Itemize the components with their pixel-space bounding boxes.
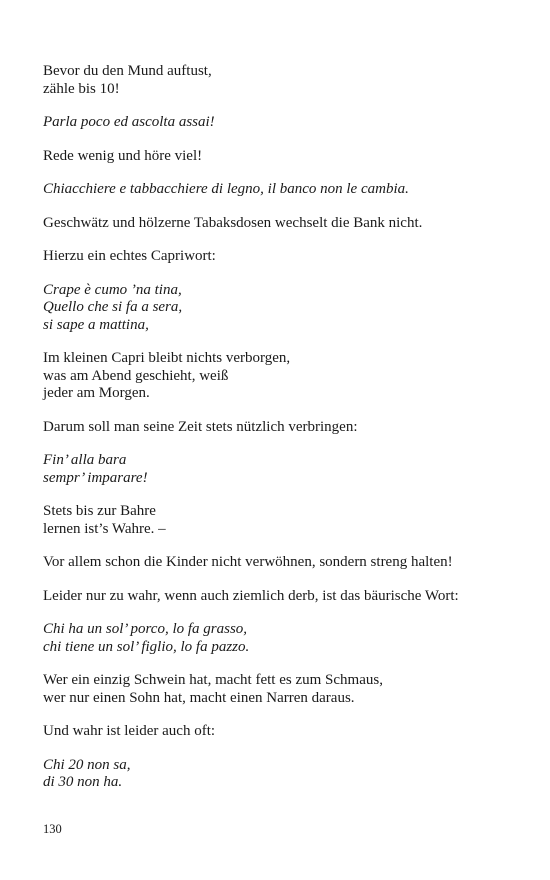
paragraph-9 — [43, 419, 513, 437]
paragraph-7 — [43, 282, 513, 335]
page-body — [43, 63, 513, 808]
text-line: Parla poco ed ascolta assai! — [43, 114, 215, 130]
text-line: zähle bis 10! — [43, 80, 120, 97]
paragraph-2 — [43, 114, 513, 132]
text-line: si sape a mattina, — [43, 316, 149, 333]
text-line: di 30 non ha. — [43, 774, 123, 790]
text-line: lernen ist’s Wahre. – — [43, 520, 166, 537]
paragraph-11 — [43, 503, 513, 538]
paragraph-8 — [43, 350, 513, 403]
paragraph-4 — [43, 181, 513, 199]
text-line: Vor allem schon die Kinder nicht verwöhnen, sondern streng halten! — [43, 554, 453, 570]
paragraph-15 — [43, 672, 513, 707]
text-line: Crape è cumo ’na tina, — [43, 281, 182, 298]
paragraph-13 — [43, 588, 513, 606]
paragraph-16 — [43, 723, 513, 741]
text-line: Stets bis zur Bahre — [43, 503, 156, 519]
text-line: jeder am Morgen. — [43, 385, 150, 401]
paragraph-14 — [43, 621, 513, 656]
text-line: Chi ha un sol’ porco, lo fa grasso, — [43, 621, 248, 637]
text-line: Rede wenig und höre viel! — [43, 147, 203, 164]
paragraph-6 — [43, 248, 513, 266]
text-line: was am Abend geschieht, weiß — [43, 367, 229, 384]
text-line: wer nur einen Sohn hat, macht einen Narren daraus. — [43, 689, 355, 706]
text-line: Bevor du den Mund auftust, — [43, 63, 212, 79]
text-line: Hierzu ein echtes Capriwort: — [43, 248, 216, 264]
paragraph-12 — [43, 554, 513, 572]
paragraph-5 — [43, 215, 513, 233]
text-line: Und wahr ist leider auch oft: — [43, 723, 216, 739]
text-line: Geschwätz und hölzerne Tabaksdosen wechselt die Bank nicht. — [43, 214, 423, 231]
text-line: Chi 20 non sa, — [43, 756, 131, 773]
text-line: Im kleinen Capri bleibt nichts verborgen, — [43, 350, 291, 366]
text-line: Quello che si fa a sera, — [43, 299, 183, 315]
text-line: chi tiene un sol’ figlio, lo fa pazzo. — [43, 638, 250, 655]
paragraph-1 — [43, 63, 513, 98]
text-line: Darum soll man seine Zeit stets nützlich verbringen: — [43, 418, 358, 435]
page-number: 130 — [43, 822, 62, 836]
text-line: Chiacchiere e tabbacchiere di legno, il banco non le cambia. — [43, 181, 409, 197]
paragraph-17 — [43, 757, 513, 792]
text-line: Wer ein einzig Schwein hat, macht fett es zum Schmaus, — [43, 672, 383, 688]
paragraph-10 — [43, 452, 513, 487]
text-line: sempr’ imparare! — [43, 469, 148, 486]
text-line: Leider nur zu wahr, wenn auch ziemlich derb, ist das bäurische Wort: — [43, 587, 459, 604]
text-line: Fin’ alla bara — [43, 452, 127, 468]
paragraph-3 — [43, 148, 513, 166]
